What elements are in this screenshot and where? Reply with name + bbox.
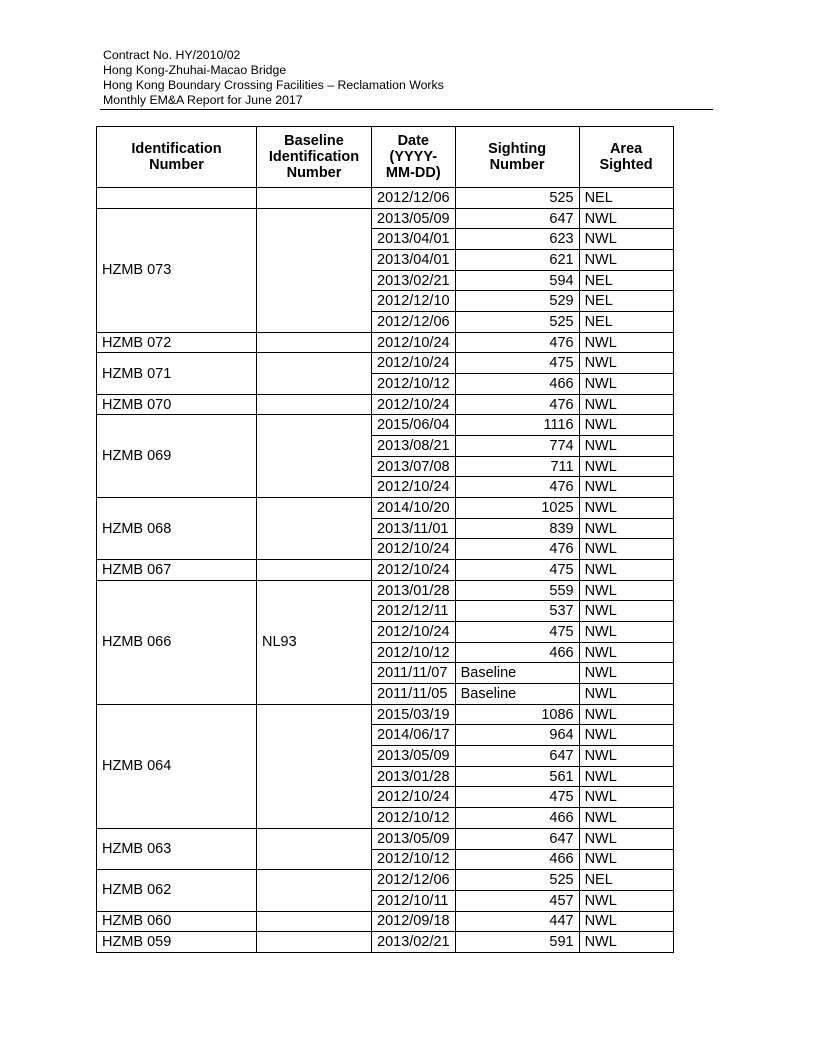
sighting-number-cell: Baseline: [455, 684, 579, 705]
sighting-number-cell: 647: [455, 208, 579, 229]
sighting-number-cell: 561: [455, 766, 579, 787]
date-cell: 2012/10/24: [372, 539, 456, 560]
date-cell: 2012/12/06: [372, 188, 456, 209]
baseline-identification-cell: NL93: [257, 580, 372, 704]
area-sighted-cell: NWL: [579, 828, 673, 849]
table-row: [97, 828, 674, 849]
date-cell: 2012/10/11: [372, 890, 456, 911]
area-sighted-cell: NWL: [579, 332, 673, 353]
date-cell: 2012/10/24: [372, 477, 456, 498]
sighting-number-cell: 839: [455, 518, 579, 539]
sighting-number-cell: 466: [455, 849, 579, 870]
sighting-number-cell: 525: [455, 870, 579, 891]
identification-number-cell: HZMB 059: [97, 932, 257, 953]
sighting-number-cell: Baseline: [455, 663, 579, 684]
sighting-number-cell: 774: [455, 436, 579, 457]
identification-number-cell: HZMB 071: [97, 353, 257, 394]
area-sighted-cell: NWL: [579, 518, 673, 539]
area-sighted-cell: NWL: [579, 394, 673, 415]
baseline-identification-cell: [257, 704, 372, 828]
sighting-number-cell: 476: [455, 394, 579, 415]
date-cell: 2012/10/24: [372, 622, 456, 643]
date-cell: 2013/04/01: [372, 250, 456, 271]
area-sighted-cell: NWL: [579, 208, 673, 229]
date-cell: 2012/10/12: [372, 642, 456, 663]
sighting-number-cell: 623: [455, 229, 579, 250]
area-sighted-cell: NWL: [579, 601, 673, 622]
date-cell: 2013/05/09: [372, 208, 456, 229]
date-cell: 2012/12/11: [372, 601, 456, 622]
page-header: [103, 48, 444, 108]
area-sighted-cell: NEL: [579, 870, 673, 891]
identification-number-cell: HZMB 069: [97, 415, 257, 498]
column-header-area-sighted: Area Sighted: [579, 127, 673, 188]
area-sighted-cell: NWL: [579, 477, 673, 498]
sighting-number-cell: 475: [455, 353, 579, 374]
date-cell: 2014/06/17: [372, 725, 456, 746]
sighting-number-cell: 475: [455, 787, 579, 808]
sighting-number-cell: 447: [455, 911, 579, 932]
date-cell: 2012/10/24: [372, 332, 456, 353]
area-sighted-cell: NWL: [579, 250, 673, 271]
area-sighted-cell: NWL: [579, 911, 673, 932]
table-row: [97, 704, 674, 725]
baseline-identification-cell: [257, 932, 372, 953]
baseline-identification-cell: [257, 353, 372, 394]
area-sighted-cell: NWL: [579, 663, 673, 684]
column-header-baseline-identification-number: Baseline Identification Number: [257, 127, 372, 188]
sighting-number-cell: 457: [455, 890, 579, 911]
area-sighted-cell: NWL: [579, 229, 673, 250]
date-cell: 2012/10/24: [372, 353, 456, 374]
sighting-number-cell: 711: [455, 456, 579, 477]
area-sighted-cell: NWL: [579, 932, 673, 953]
identification-number-cell: HZMB 062: [97, 870, 257, 911]
sighting-number-cell: 1086: [455, 704, 579, 725]
identification-number-cell: HZMB 066: [97, 580, 257, 704]
date-cell: 2012/10/12: [372, 808, 456, 829]
date-cell: 2012/12/06: [372, 312, 456, 333]
date-cell: 2012/12/06: [372, 870, 456, 891]
table-row: [97, 188, 674, 209]
area-sighted-cell: NWL: [579, 415, 673, 436]
area-sighted-cell: NWL: [579, 725, 673, 746]
date-cell: 2012/10/12: [372, 374, 456, 395]
date-cell: 2015/03/19: [372, 704, 456, 725]
sighting-number-cell: 475: [455, 622, 579, 643]
sighting-number-cell: 621: [455, 250, 579, 271]
date-cell: 2012/10/24: [372, 560, 456, 581]
baseline-identification-cell: [257, 498, 372, 560]
table-row: [97, 353, 674, 374]
facility-name: Hong Kong Boundary Crossing Facilities – Reclamation Works: [103, 78, 444, 92]
date-cell: 2013/02/21: [372, 270, 456, 291]
identification-number-cell: HZMB 064: [97, 704, 257, 828]
date-cell: 2013/01/28: [372, 580, 456, 601]
sighting-number-cell: 647: [455, 746, 579, 767]
table-header-row: [97, 127, 674, 188]
sighting-number-cell: 591: [455, 932, 579, 953]
date-cell: 2013/11/01: [372, 518, 456, 539]
sighting-number-cell: 475: [455, 560, 579, 581]
date-cell: 2013/01/28: [372, 766, 456, 787]
area-sighted-cell: NWL: [579, 684, 673, 705]
date-cell: 2015/06/04: [372, 415, 456, 436]
sighting-number-cell: 466: [455, 374, 579, 395]
area-sighted-cell: NWL: [579, 374, 673, 395]
area-sighted-cell: NWL: [579, 456, 673, 477]
sighting-number-cell: 964: [455, 725, 579, 746]
sighting-number-cell: 525: [455, 312, 579, 333]
sighting-table: [96, 126, 674, 953]
table-row: [97, 498, 674, 519]
table-row: [97, 932, 674, 953]
identification-number-cell: [97, 188, 257, 209]
sighting-number-cell: 476: [455, 332, 579, 353]
sighting-number-cell: 1116: [455, 415, 579, 436]
area-sighted-cell: NEL: [579, 270, 673, 291]
identification-number-cell: HZMB 068: [97, 498, 257, 560]
sighting-number-cell: 476: [455, 539, 579, 560]
date-cell: 2011/11/07: [372, 663, 456, 684]
table-row: [97, 415, 674, 436]
area-sighted-cell: NWL: [579, 498, 673, 519]
column-header-identification-number: Identification Number: [97, 127, 257, 188]
baseline-identification-cell: [257, 828, 372, 869]
area-sighted-cell: NWL: [579, 622, 673, 643]
baseline-identification-cell: [257, 332, 372, 353]
area-sighted-cell: NWL: [579, 746, 673, 767]
sighting-number-cell: 466: [455, 808, 579, 829]
baseline-identification-cell: [257, 870, 372, 911]
date-cell: 2013/02/21: [372, 932, 456, 953]
date-cell: 2013/05/09: [372, 828, 456, 849]
contract-number: Contract No. HY/2010/02: [103, 48, 241, 62]
date-cell: 2012/10/12: [372, 849, 456, 870]
sighting-number-cell: 1025: [455, 498, 579, 519]
identification-number-cell: HZMB 060: [97, 911, 257, 932]
date-cell: 2013/07/08: [372, 456, 456, 477]
date-cell: 2013/05/09: [372, 746, 456, 767]
date-cell: 2012/09/18: [372, 911, 456, 932]
date-cell: 2014/10/20: [372, 498, 456, 519]
baseline-identification-cell: [257, 208, 372, 332]
identification-number-cell: HZMB 072: [97, 332, 257, 353]
baseline-identification-cell: [257, 415, 372, 498]
area-sighted-cell: NWL: [579, 580, 673, 601]
area-sighted-cell: NWL: [579, 849, 673, 870]
area-sighted-cell: NWL: [579, 704, 673, 725]
area-sighted-cell: NEL: [579, 312, 673, 333]
identification-number-cell: HZMB 073: [97, 208, 257, 332]
sighting-number-cell: 529: [455, 291, 579, 312]
sighting-number-cell: 594: [455, 270, 579, 291]
area-sighted-cell: NEL: [579, 188, 673, 209]
date-cell: 2012/10/24: [372, 394, 456, 415]
baseline-identification-cell: [257, 394, 372, 415]
sighting-number-cell: 476: [455, 477, 579, 498]
date-cell: 2012/12/10: [372, 291, 456, 312]
date-cell: 2011/11/05: [372, 684, 456, 705]
column-header-date: Date (YYYY- MM-DD): [372, 127, 456, 188]
area-sighted-cell: NEL: [579, 291, 673, 312]
sighting-number-cell: 466: [455, 642, 579, 663]
table-row: [97, 870, 674, 891]
date-cell: 2012/10/24: [372, 787, 456, 808]
identification-number-cell: HZMB 067: [97, 560, 257, 581]
area-sighted-cell: NWL: [579, 436, 673, 457]
date-cell: 2013/04/01: [372, 229, 456, 250]
table-row: [97, 560, 674, 581]
area-sighted-cell: NWL: [579, 560, 673, 581]
sighting-number-cell: 537: [455, 601, 579, 622]
table-body: [97, 188, 674, 953]
table-row: [97, 332, 674, 353]
table-row: [97, 911, 674, 932]
identification-number-cell: HZMB 063: [97, 828, 257, 869]
area-sighted-cell: NWL: [579, 766, 673, 787]
area-sighted-cell: NWL: [579, 642, 673, 663]
baseline-identification-cell: [257, 188, 372, 209]
column-header-sighting-number: Sighting Number: [455, 127, 579, 188]
area-sighted-cell: NWL: [579, 353, 673, 374]
sighting-number-cell: 647: [455, 828, 579, 849]
project-name: Hong Kong-Zhuhai-Macao Bridge: [103, 63, 287, 77]
table-row: [97, 580, 674, 601]
report-title: Monthly EM&A Report for June 2017: [103, 93, 303, 107]
header-divider: [100, 109, 713, 110]
area-sighted-cell: NWL: [579, 808, 673, 829]
sighting-number-cell: 525: [455, 188, 579, 209]
table-row: [97, 394, 674, 415]
table-row: [97, 208, 674, 229]
area-sighted-cell: NWL: [579, 787, 673, 808]
baseline-identification-cell: [257, 911, 372, 932]
area-sighted-cell: NWL: [579, 890, 673, 911]
baseline-identification-cell: [257, 560, 372, 581]
date-cell: 2013/08/21: [372, 436, 456, 457]
identification-number-cell: HZMB 070: [97, 394, 257, 415]
area-sighted-cell: NWL: [579, 539, 673, 560]
sighting-number-cell: 559: [455, 580, 579, 601]
